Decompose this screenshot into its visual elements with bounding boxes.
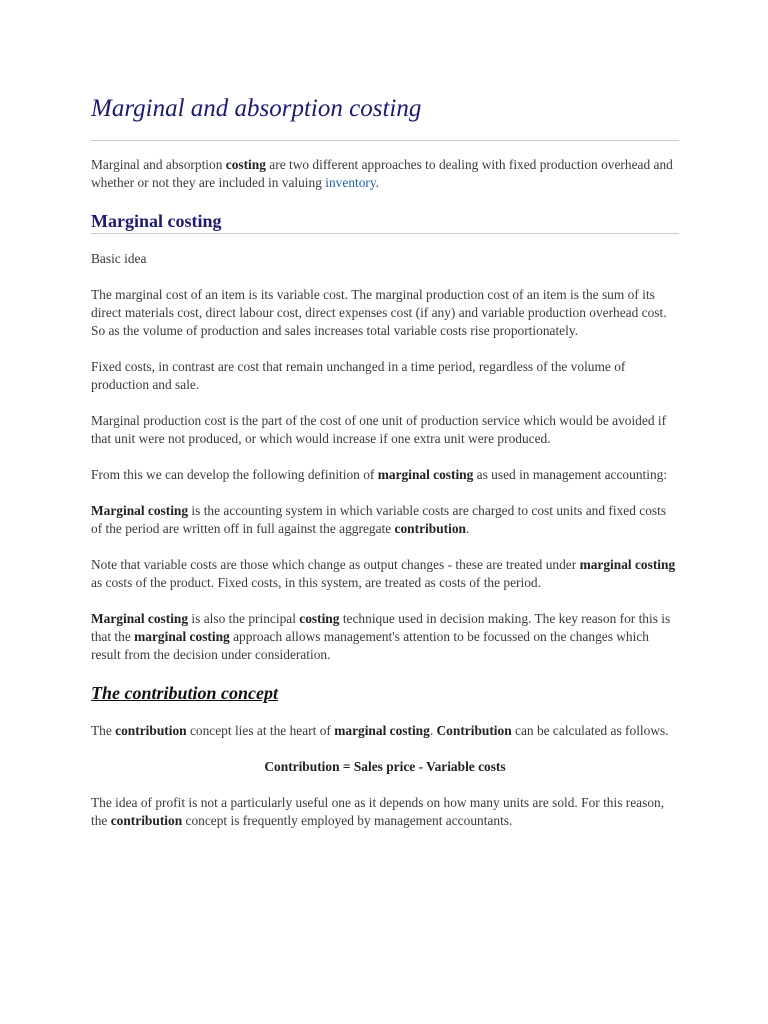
- paragraph-fixed-costs: Fixed costs, in contrast are cost that remain unchanged in a time period, regardless of the volume of production and sale.: [91, 359, 626, 392]
- text-run: The: [91, 723, 116, 738]
- paragraph-profit-idea: [91, 794, 679, 830]
- bold-term: marginal costing: [579, 557, 676, 572]
- paragraph-variable-costs-note: [91, 556, 679, 592]
- intro-paragraph: [91, 156, 679, 192]
- bold-term: contribution: [115, 723, 187, 738]
- bold-term: Marginal costing: [91, 611, 189, 626]
- text-run: is the accounting system in which variable costs are charged to cost units and fixed costs of the period are written off in full against the aggregate: [91, 503, 667, 536]
- section-heading-contribution-concept: The contribution concept: [91, 683, 279, 703]
- section-heading-marginal-costing: Marginal costing: [91, 210, 679, 234]
- bold-term: costing: [225, 157, 266, 172]
- paragraph-definition: [91, 466, 679, 484]
- text-run: are two different approaches to dealing with fixed production overhead and whether or not they are included in valuing: [91, 157, 673, 190]
- text-run: concept is frequently employed by management accountants.: [182, 813, 513, 828]
- bold-term: contribution: [110, 813, 183, 828]
- text-run: .: [429, 723, 437, 738]
- text-run: as costs of the product. Fixed costs, in this system, are treated as costs of the period.: [91, 575, 541, 590]
- text-run: Note that variable costs are those which change as output changes - these are treated under: [91, 557, 580, 572]
- bold-term: costing: [299, 611, 340, 626]
- bold-term: marginal costing: [134, 629, 230, 644]
- text-run: .: [375, 175, 380, 190]
- text-run: technique used in decision making. The key reason for this is that the: [91, 611, 671, 644]
- basic-idea-label: Basic idea: [91, 251, 147, 266]
- bold-term: marginal costing: [377, 467, 474, 482]
- document-page: [91, 94, 679, 848]
- inventory-link[interactable]: inventory: [325, 175, 376, 190]
- text-run: is also the principal: [188, 611, 300, 626]
- text-run: can be calculated as follows.: [511, 723, 669, 738]
- paragraph-contribution-intro: [91, 722, 679, 740]
- text-run: The idea of profit is not a particularly useful one as it depends on how many units are sold. For this reason, the: [91, 795, 665, 828]
- text-run: concept lies at the heart of: [186, 723, 335, 738]
- bold-term: marginal costing: [334, 723, 430, 738]
- text-run: approach allows management's attention to be focussed on the changes which result from the decision under consideration.: [91, 629, 649, 662]
- text-run: Marginal and absorption: [91, 157, 226, 172]
- bold-term: Contribution: [436, 723, 512, 738]
- contribution-formula: Contribution = Sales price - Variable costs: [264, 759, 506, 774]
- text-run: .: [465, 521, 470, 536]
- paragraph-marginal-cost: The marginal cost of an item is its variable cost. The marginal production cost of an item is the sum of its direct materials cost, direct labour cost, direct expenses cost (if any) and variable production overhead cost. So as the volume of production and sales increases total variable costs rise proportionately.: [91, 287, 667, 338]
- paragraph-system-definition: [91, 502, 679, 538]
- page-title: Marginal and absorption costing: [91, 94, 679, 141]
- text-run: as used in management accounting:: [473, 467, 668, 482]
- text-run: From this we can develop the following definition of: [91, 467, 378, 482]
- paragraph-decision-making: [91, 610, 679, 664]
- bold-term: Marginal costing: [91, 503, 189, 518]
- paragraph-marginal-production-cost: Marginal production cost is the part of the cost of one unit of production service which would be avoided if that unit were not produced, or which would increase if one extra unit were produced.: [91, 413, 667, 446]
- bold-term: contribution: [394, 521, 466, 536]
